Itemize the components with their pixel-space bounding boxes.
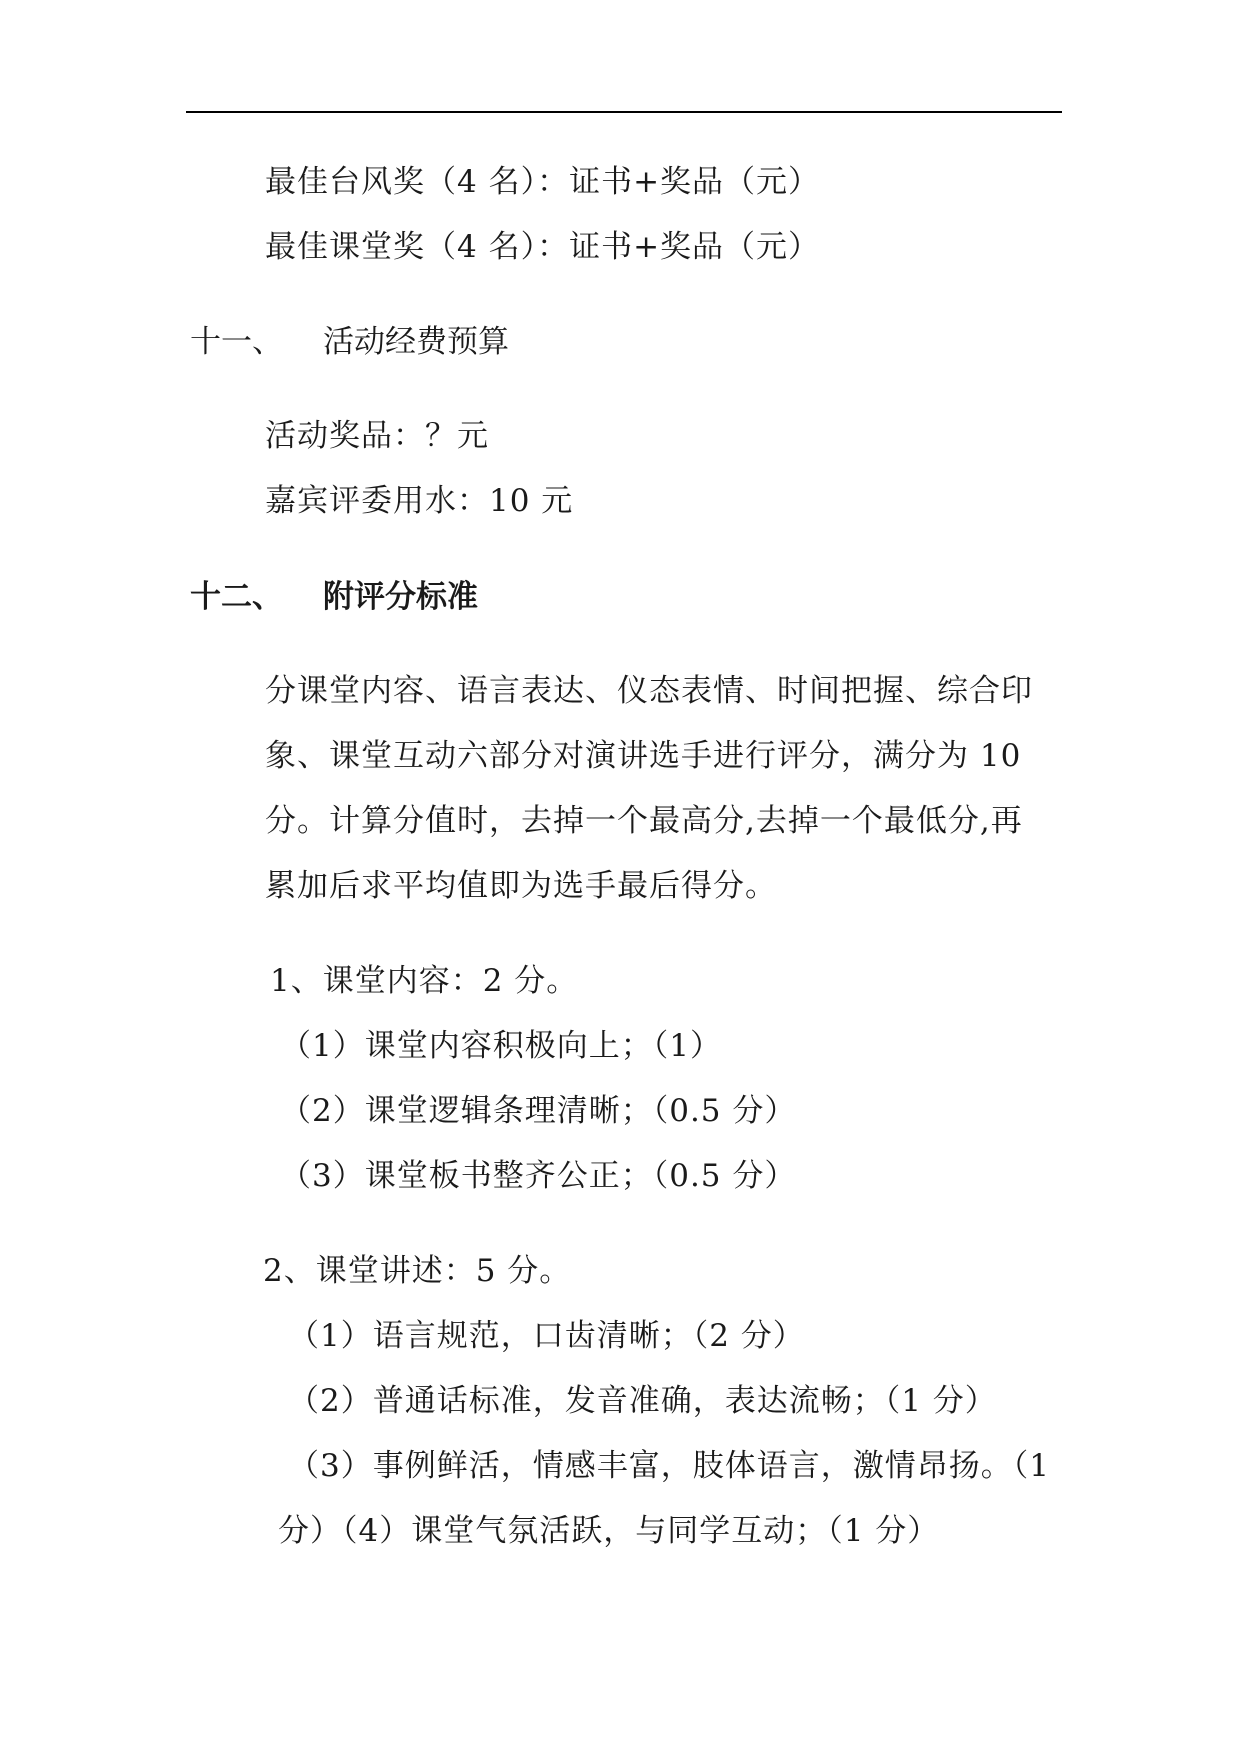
criterion-1-item-2: （2）课堂逻辑条理清晰；（0.5 分） (280, 1093, 797, 1129)
section-12-title: 附评分标准 (323, 579, 478, 615)
criterion-2-item-2: （2）普通话标准，发音准确，表达流畅；（1 分） (288, 1383, 997, 1419)
criterion-2-item-4: 分）（4）课堂气氛活跃，与同学互动；（1 分） (278, 1513, 940, 1549)
budget-item-prizes: 活动奖品：？元 (265, 418, 489, 454)
scoring-paragraph-line-4: 累加后求平均值即为选手最后得分。 (265, 868, 777, 904)
scoring-paragraph-line-1: 分课堂内容、语言表达、仪态表情、时间把握、综合印 (265, 673, 1033, 709)
criterion-1-item-3: （3）课堂板书整齐公正；（0.5 分） (280, 1158, 797, 1194)
budget-item-water: 嘉宾评委用水：10 元 (265, 483, 574, 519)
header-rule (186, 111, 1062, 113)
scoring-paragraph-line-3: 分。计算分值时，去掉一个最高分,去掉一个最低分,再 (265, 803, 1023, 839)
award-best-stage-presence: 最佳台风奖（4 名）：证书+奖品（元） (265, 164, 821, 200)
award-best-classroom: 最佳课堂奖（4 名）：证书+奖品（元） (265, 229, 821, 265)
section-12-number: 十二、 (190, 579, 283, 615)
section-11-number: 十一、 (190, 324, 283, 360)
criterion-2-item-1: （1）语言规范，口齿清晰；（2 分） (288, 1318, 805, 1354)
criterion-1-item-1: （1）课堂内容积极向上；（1） (280, 1028, 722, 1064)
scoring-paragraph-line-2: 象、课堂互动六部分对演讲选手进行评分，满分为 10 (265, 738, 1022, 774)
section-11-title: 活动经费预算 (323, 324, 509, 360)
criterion-2-item-3: （3）事例鲜活，情感丰富，肢体语言，激情昂扬。（1 (288, 1448, 1050, 1484)
criterion-2-title: 2、课堂讲述：5 分。 (263, 1253, 572, 1289)
criterion-1-title: 1、课堂内容：2 分。 (270, 963, 579, 999)
